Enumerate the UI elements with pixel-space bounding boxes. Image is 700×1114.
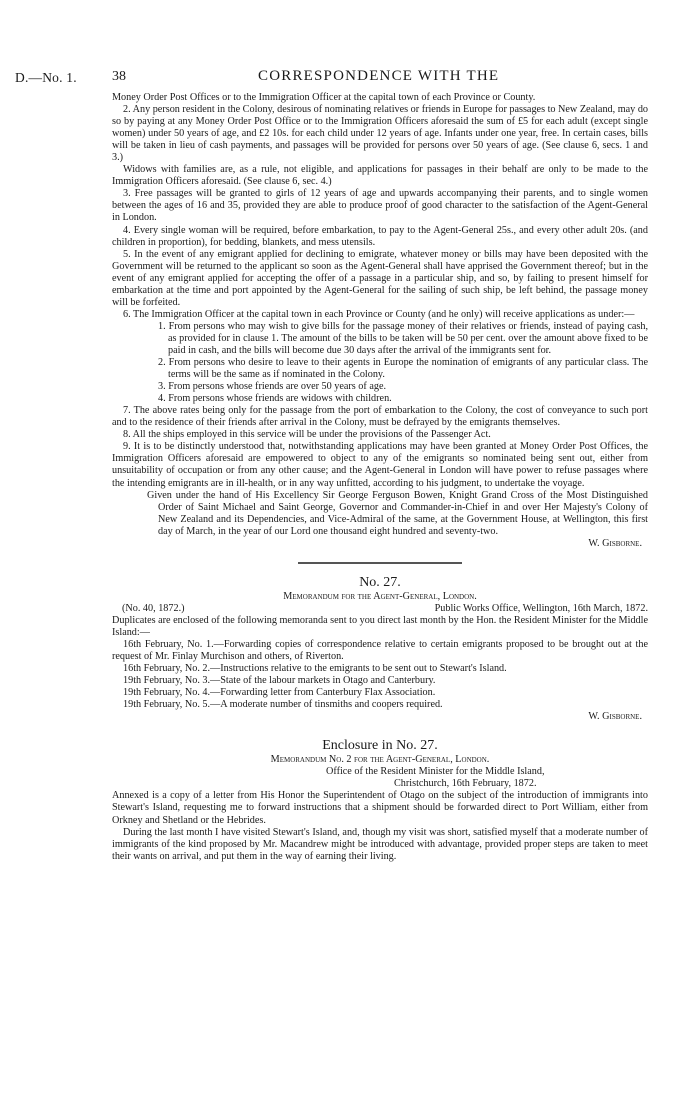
- paragraph: Money Order Post Offices or to the Immigration Officer at the capital town of each Province or County.: [112, 92, 536, 103]
- paragraph: Widows with families are, as a rule, not eligible, and applications for passages in their behalf are only to be made to the Immigration Officers aforesaid. (See clause 6, sec. 4.): [112, 164, 648, 188]
- sub-clause-1: 1. From persons who may wish to give bills for the passage money of their relatives or friends, instead of paying cash, as provided for in clause 1. The amount of the bills to be taken will be 50 per cent. over the amount above fixed to be paid in cash, and the bills will become due 30 days after the arrival of the immigrants sent for.: [158, 320, 648, 356]
- given-under-paragraph: Given under the hand of His Excellency Sir George Ferguson Bowen, Knight Grand Cross of the Most Distinguished Order of Saint Michael and Saint George, Governor and Commander-in-Chief in and over Her Majesty's Colony of New Zealand and its Dependencies, and Vice-Admiral of the same, at the Government House, at Wellington, this first day of March, in the year of our Lord one thousand eight hundred and seventy-two.: [147, 489, 648, 537]
- section-heading: Enclosure in No. 27.: [322, 738, 438, 754]
- date-line: Christchurch, 16th February, 1872.: [394, 778, 537, 790]
- page-body: [112, 92, 648, 863]
- sub-clause-3: 3. From persons whose friends are over 50 years of age.: [158, 381, 387, 393]
- memorandum-heading: Memorandum No. 2 for the Agent-General, London.: [270, 754, 490, 766]
- reference-number: (No. 40, 1872.): [122, 602, 185, 614]
- clause-7: 7. The above rates being only for the passage from the port of embarkation to the Colony, the cost of conveyance to such port and to the residence of their friends after arrival in the Colony, must be defrayed by the emigrants themselves.: [112, 405, 648, 429]
- section-heading: No. 27.: [359, 574, 401, 590]
- place-and-date: Public Works Office, Wellington, 16th March, 1872.: [434, 602, 648, 614]
- running-title: CORRESPONDENCE WITH THE: [258, 68, 500, 84]
- paragraph: During the last month I have visited Stewart's Island, and, though my visit was short, satisfied myself that a moderate number of immigrants of the kind proposed by Mr. Macandrew might be introduced with advantage, provided proper steps are taken to meet their wants on arrival, and put them in the way of earning their living.: [112, 826, 648, 862]
- section-divider: [298, 562, 462, 564]
- list-item: 19th February, No. 3.—State of the labour markets in Otago and Canterbury.: [123, 675, 436, 687]
- paragraph: Annexed is a copy of a letter from His Honor the Superintendent of Otago on the subject of the introduction of immigrants into Stewart's Island, requesting me to forward instructions that a shipment should be forwarded direct to Port William, either from Orkney and Shetland or the Hebrides.: [112, 790, 648, 826]
- clause-5: 5. In the event of any emigrant applied for declining to emigrate, whatever money or bills may have been deposited with the Government will be returned to the applicant so soon as the Agent-General shall have apprised the Government thereof; but in the event of any emigrant applied for accepting the offer of a passage in a particular ship, and so, by failing to present himself for embarkation at the time and port appointed by the Agent-General for the sailing of such ship, be left behind, the passage money will be forfeited.: [112, 248, 648, 308]
- sub-clause-2: 2. From persons who desire to leave to their agents in Europe the nomination of emigrants of any particular class. The terms will be the same as if nominated in the Colony.: [158, 357, 648, 381]
- signature: W. Gisborne.: [588, 711, 642, 723]
- clause-6: 6. The Immigration Officer at the capital town in each Province or County (and he only) will receive applications as under:—: [123, 308, 635, 320]
- paragraph: Duplicates are enclosed of the following memoranda sent to you direct last month by the Hon. the Resident Minister for the Middle Island:—: [112, 614, 648, 638]
- sub-clause-4: 4. From persons whose friends are widows with children.: [158, 393, 392, 405]
- list-item: 19th February, No. 5.—A moderate number of tinsmiths and coopers required.: [123, 699, 443, 711]
- signature: W. Gisborne.: [588, 537, 642, 549]
- reference-line: [112, 603, 648, 615]
- list-item: 19th February, No. 4.—Forwarding letter from Canterbury Flax Association.: [123, 687, 436, 699]
- clause-3: 3. Free passages will be granted to girls of 12 years of age and upwards accompanying their parents, and to single women between the ages of 16 and 35, provided they are able to produce proof of good character to the satisfaction of the Agent-General in London.: [112, 188, 648, 224]
- clause-9: 9. It is to be distinctly understood that, notwithstanding applications may have been granted at Money Order Post Offices, the Immigration Officers aforesaid are empowered to object to any of the emigrants so nominated being sent out, either from unsuitability of occupation or from any other cause; and the Agent-General in London will have power to refuse passages where the intending emigrants are in ill-health, or in any way unfitted, according to his judgment, to undertake the voyage.: [112, 441, 648, 489]
- page-number: 38: [112, 69, 126, 84]
- clause-2: 2. Any person resident in the Colony, desirous of nominating relatives or friends in Europe for passages to New Zealand, may do so by paying at any Money Order Post Office or to the Immigration Officers aforesaid the sum of £5 for each adult (except single women) under 50 years of age, and £2 10s. for each child under 12 years of age. Infants under one year, free. In certain cases, bills will be taken in lieu of cash payments, and passages will be provided for persons over 50 years of age. (See clause 6, secs. 1 and 3.): [112, 104, 649, 164]
- clause-4: 4. Every single woman will be required, before embarkation, to pay to the Agent-General 25s., and every other adult 20s. (and children in proportion), for bedding, blankets, and mess utensils.: [112, 224, 648, 248]
- list-item: 16th February, No. 1.—Forwarding copies of correspondence relative to certain emigrants proposed to be brought out at the request of Mr. Finlay Murchison and others, of Riverton.: [112, 638, 648, 663]
- memorandum-heading: Memorandum for the Agent-General, London.: [283, 590, 477, 602]
- list-item: 16th February, No. 2.—Instructions relative to the emigrants to be sent out to Stewart's Island.: [123, 663, 507, 675]
- office-line: Office of the Resident Minister for the Middle Island,: [326, 766, 545, 778]
- document-code: D.—No. 1.: [15, 70, 77, 85]
- clause-8: 8. All the ships employed in this service will be under the provisions of the Passenger Act.: [123, 429, 491, 441]
